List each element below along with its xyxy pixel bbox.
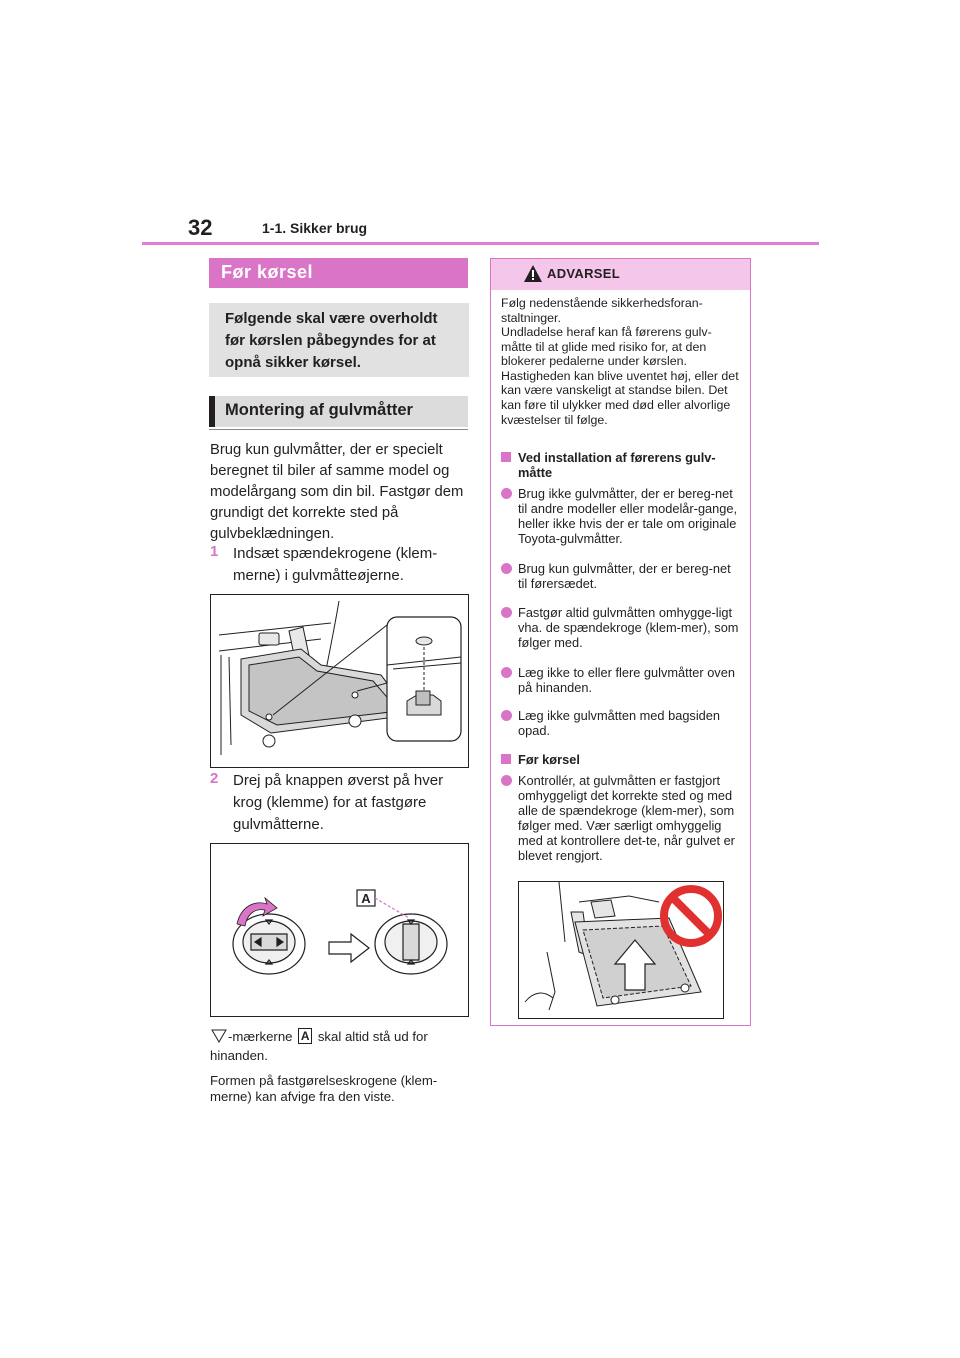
chapter-title: 1-1. Sikker brug — [262, 220, 368, 236]
step-number: 2 — [210, 770, 219, 787]
bullet-dot-icon — [501, 775, 512, 786]
step-number: 1 — [210, 543, 219, 560]
warning-paragraph: Undladelse heraf kan få førerens gulv-måtte til at glide med risiko for, at den blokerer pedalerne under kørslen. Hastigheden kan blive uventet høj, eller det kan være vanskeligt at standse bilen. Det kan føre til ulykker med død eller alvorlige kvæstelser til følge. — [501, 325, 739, 427]
bullet-text: Fastgør altid gulvmåtten omhygge-ligt vha. de spændekroge (klem-mer), som følger med. — [518, 605, 739, 650]
subsection-title-bar — [209, 396, 468, 427]
subsection-accent — [209, 396, 215, 427]
warning-bullet — [501, 561, 743, 591]
clip-rotation-illustration — [211, 844, 468, 1016]
heading-text: Før kørsel — [518, 752, 580, 767]
step-text: Indsæt spændekrogene (klem-merne) i gulvmåtteøjerne. — [233, 545, 438, 584]
note-suffix: skal altid stå ud for hinanden. — [210, 1029, 428, 1063]
incorrect-mat-illustration — [519, 882, 723, 1018]
section-title-bar — [209, 258, 468, 288]
floor-mat-installation-figure — [210, 594, 469, 768]
heading-text: Ved installation af førerens gulv-måtte — [518, 450, 716, 480]
page-number: 32 — [188, 215, 213, 240]
shape-note: Formen på fastgørelseskrogene (klem-merne) kan afvige fra den viste. — [210, 1073, 438, 1104]
step-2 — [210, 770, 468, 840]
bullet-dot-icon — [501, 667, 512, 678]
intro-box-text: Følgende skal være overholdt før kørslen påbegyndes for at opnå sikker kørsel. — [225, 310, 438, 371]
warning-triangle-icon — [523, 264, 543, 283]
warning-box — [490, 258, 751, 1026]
square-bullet-icon — [501, 452, 511, 462]
bullet-text: Læg ikke to eller flere gulvmåtter oven på hinanden. — [518, 665, 735, 695]
subsection-rule — [209, 429, 468, 430]
bullet-dot-icon — [501, 488, 512, 499]
bullet-text: Brug kun gulvmåtter, der er bereg-net til førersædet. — [518, 561, 731, 591]
bullet-dot-icon — [501, 710, 512, 721]
warning-intro: Følg nedenstående sikkerhedsforan-staltninger. — [501, 296, 703, 325]
warning-heading-1 — [501, 450, 743, 480]
floor-mat-illustration — [211, 595, 468, 767]
square-bullet-icon — [501, 754, 511, 764]
warning-bullet — [501, 708, 743, 738]
triangle-mark-icon — [210, 1028, 228, 1044]
bullet-text: Læg ikke gulvmåtten med bagsiden opad. — [518, 708, 721, 738]
warning-bullet — [501, 605, 743, 650]
warning-header — [491, 259, 750, 290]
warning-bullet — [501, 486, 743, 546]
step-1 — [210, 543, 468, 589]
warning-bullet — [501, 773, 743, 863]
mark-alignment-note — [210, 1027, 468, 1065]
header-rule — [142, 242, 819, 245]
figure-label-a: A — [361, 891, 371, 906]
intro-box — [209, 303, 469, 377]
bullet-text: Kontrollér, at gulvmåtten er fastgjort omhyggeligt det korrekte sted og med alle de spændekroge (klem-mer), som følger med. Vær særligt omhyggelig med at kontrollere det-te, når gulvet er blevet rengjort. — [518, 773, 735, 863]
warning-title: ADVARSEL — [547, 266, 620, 281]
bullet-text: Brug ikke gulvmåtter, der er bereg-net til andre modeller eller modelår-gange, heller ikke hvis der er tale om originale Toyota-gulvmåtter. — [518, 486, 738, 546]
label-a-box: A — [298, 1028, 312, 1044]
warning-bullet — [501, 665, 743, 695]
bullet-dot-icon — [501, 563, 512, 574]
intro-paragraph: Brug kun gulvmåtter, der er specielt beregnet til biler af samme model og modelårgang som din bil. Fastgør dem grundigt det korrekte sted på gulvbeklædningen. — [210, 442, 464, 542]
incorrect-mat-placement-figure — [518, 881, 724, 1019]
clip-rotation-figure — [210, 843, 469, 1017]
warning-heading-2 — [501, 752, 743, 767]
section-title: Før kørsel — [221, 262, 314, 282]
step-text: Drej på knappen øverst på hver krog (klemme) for at fastgøre gulvmåtterne. — [233, 772, 444, 833]
bullet-dot-icon — [501, 607, 512, 618]
note-prefix: -mærkerne — [228, 1029, 293, 1044]
subsection-title: Montering af gulvmåtter — [225, 401, 413, 419]
